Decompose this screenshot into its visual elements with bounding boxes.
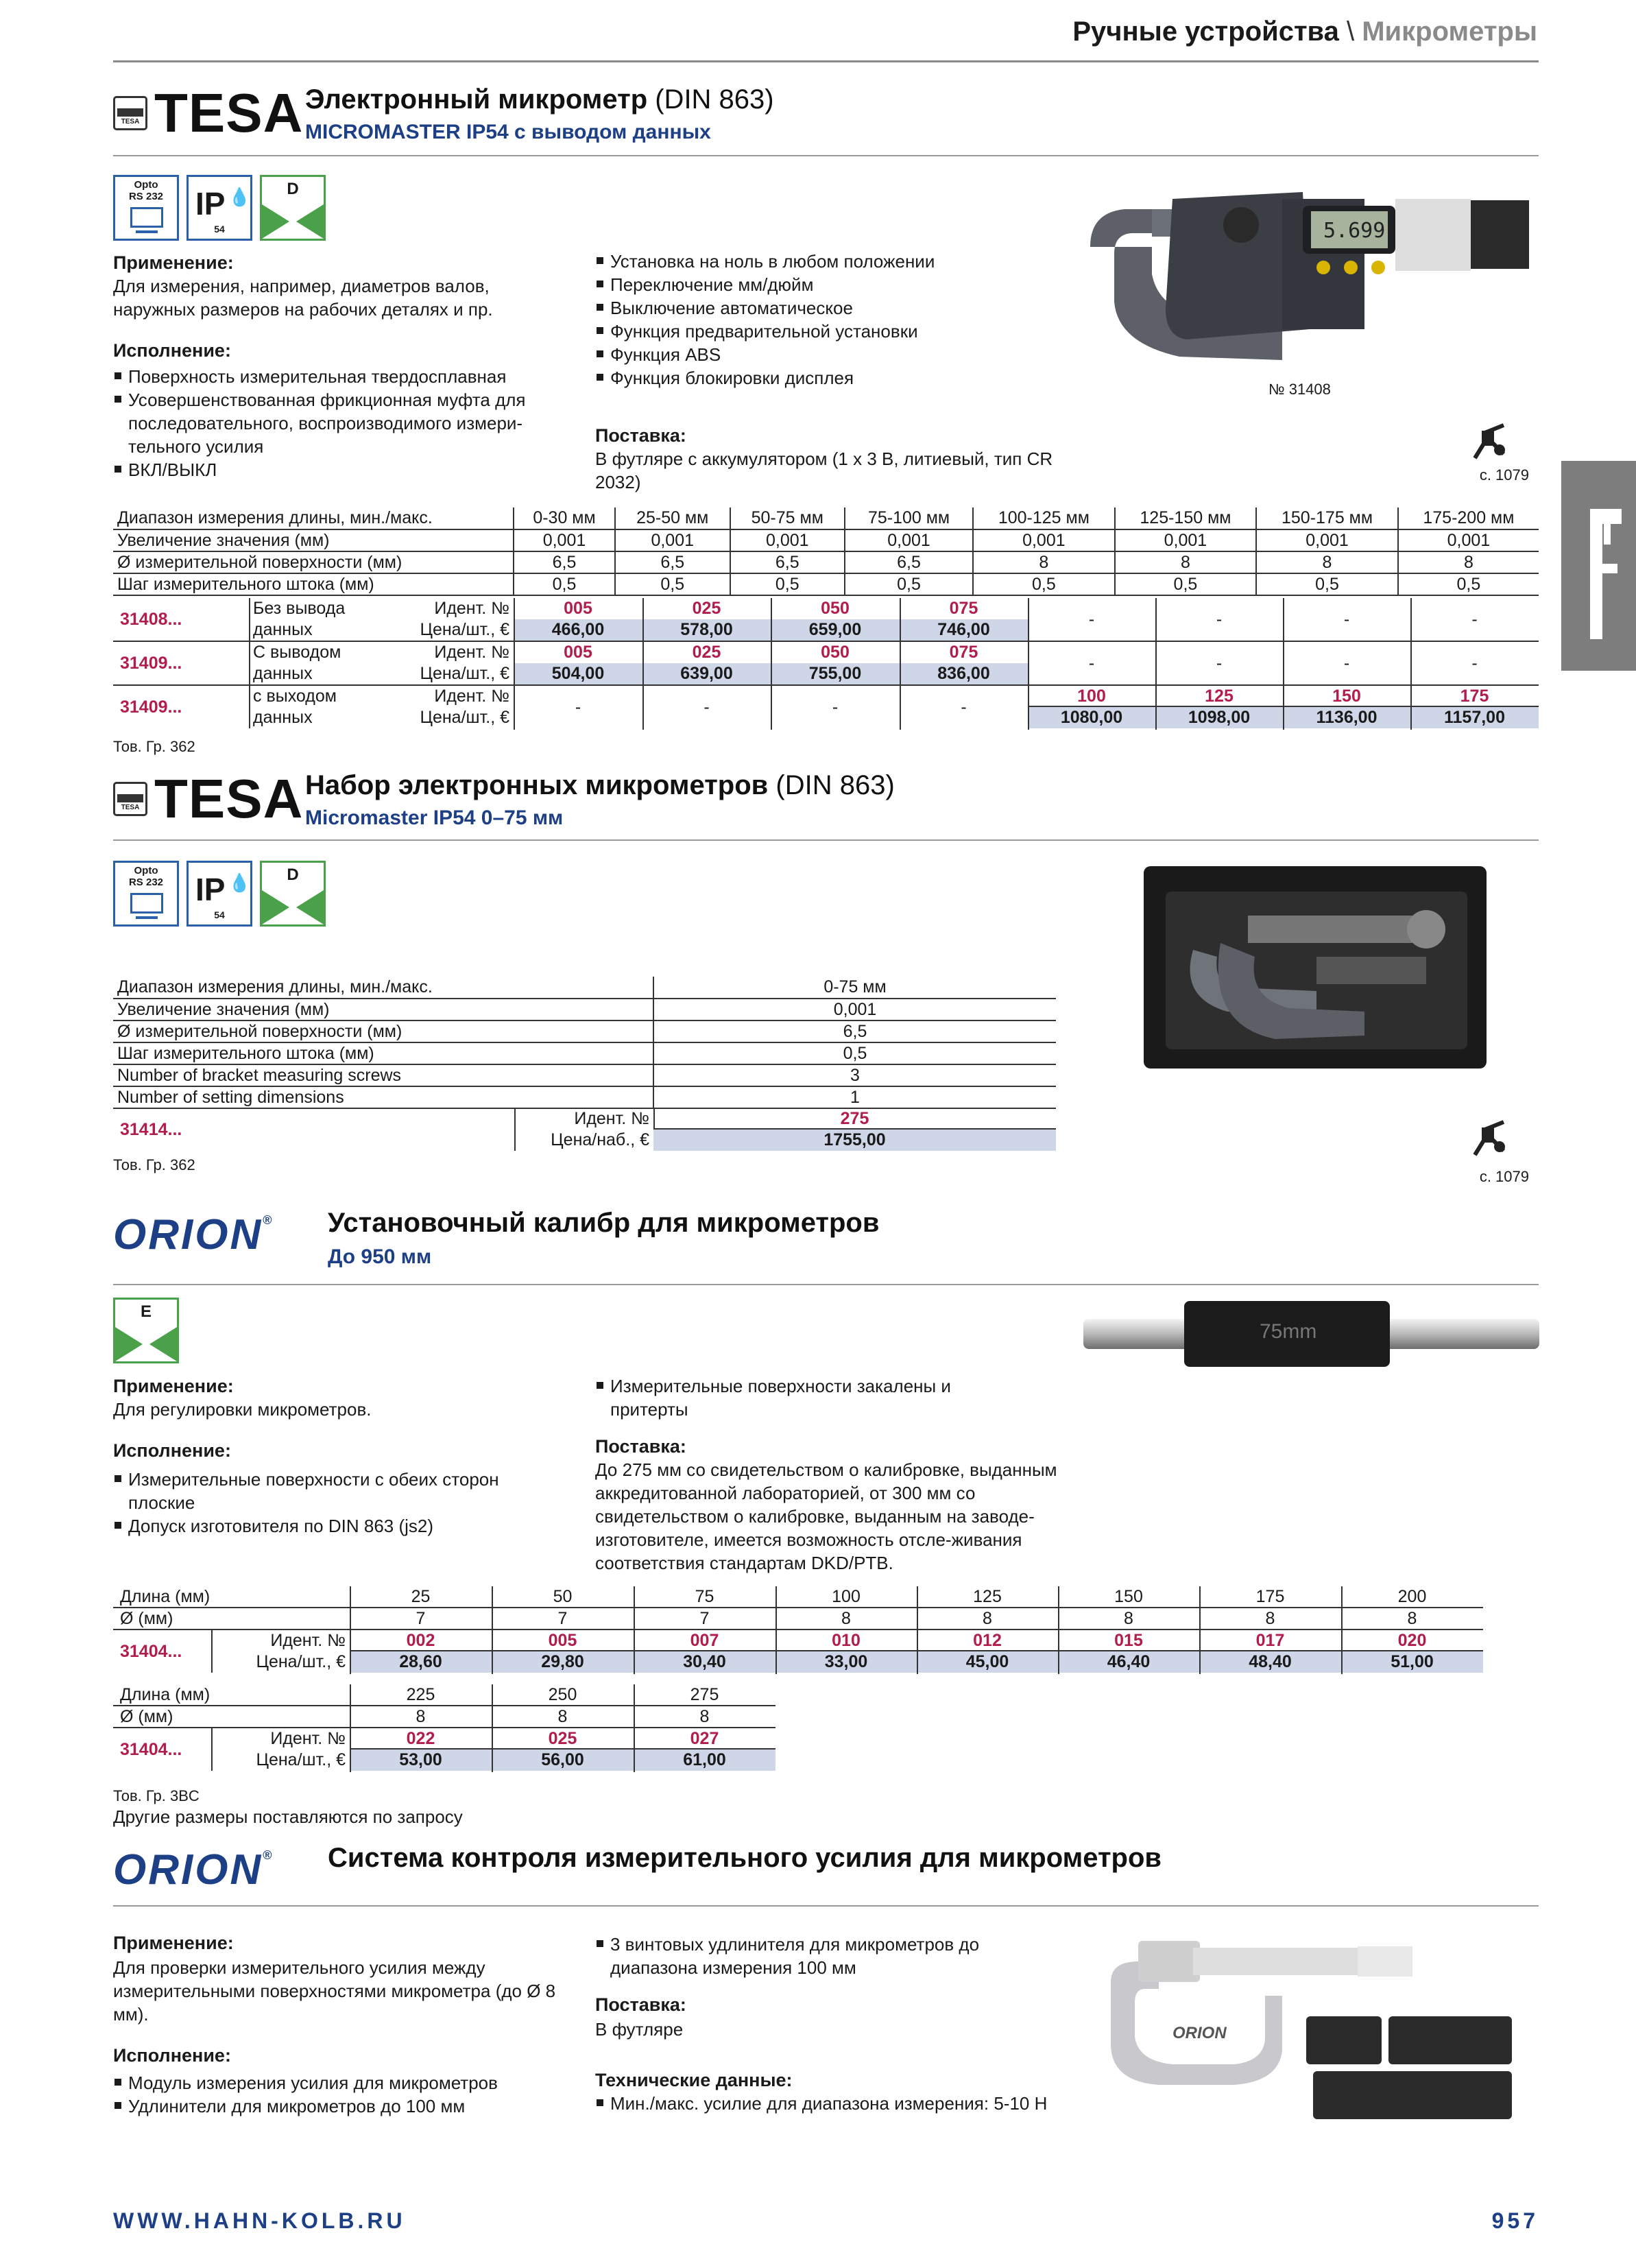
- supply-heading: Поставка:: [595, 1436, 686, 1457]
- divider: [113, 1905, 1539, 1907]
- feature-list: [595, 1933, 1034, 1979]
- orion-mark-on-image: ORION: [1172, 2024, 1227, 2042]
- supply-heading: Поставка:: [595, 425, 686, 446]
- table-row: Диапазон измерения длины, мин./макс. 0-30 мм 25-50 мм 50-75 мм 75-100 мм 100-125 мм 125-150 мм 150-175 мм 175-200 мм: [113, 508, 1539, 529]
- page-reference: с. 1079: [1479, 1168, 1529, 1185]
- table-row: 31409... С выводом данных Идент. № Цена/шт., € 005 025 050 075 504,00 639,00 755,00 836,00 - - - -: [113, 642, 1539, 686]
- table-row: Ø измерительной поверхности (мм) 6,5 6,5 6,5 6,5 8 8 8 8: [113, 551, 1539, 573]
- feature-list: [595, 250, 1061, 390]
- execution-heading: Исполнение:: [113, 2045, 231, 2066]
- list-item: Мин./макс. усилие для диапазона измерения: 5-10 Н: [595, 2092, 1048, 2115]
- product-group: Тов. Гр. 362: [113, 1156, 195, 1173]
- table-row: Длина (мм) 25 50 75 100 125 150 175 200: [113, 1586, 1483, 1608]
- opto-rs232-icon: Opto RS 232: [113, 861, 179, 927]
- caliper-icon: [1561, 461, 1636, 671]
- tech-data-heading: Технические данные:: [595, 2070, 793, 2090]
- class-d-icon: D: [260, 861, 326, 927]
- list-item: 3 винтовых удлинителя для микрометров до диапазона измерения 100 мм: [595, 1933, 1034, 1979]
- orion-logo: ORION®: [113, 1846, 272, 1894]
- micrometer-set-case-image: [1138, 861, 1495, 1073]
- application-heading: Применение:: [113, 252, 234, 273]
- execution-heading: Исполнение:: [113, 1440, 231, 1461]
- table-row: Ø (мм) 7 7 7 8 8 8 8 8: [113, 1608, 1483, 1630]
- tesa-logo: TESA: [154, 768, 304, 829]
- product-group: Тов. Гр. 362: [113, 738, 195, 755]
- execution-heading: Исполнение:: [113, 340, 231, 361]
- image-number: № 31408: [1268, 381, 1331, 398]
- micrometer-image: [1076, 171, 1543, 384]
- divider: [113, 1284, 1539, 1285]
- table-row: Шаг измерительного штока (мм) 0,5 0,5 0,5 0,5 0,5 0,5 0,5 0,5: [113, 573, 1539, 595]
- ip54-icon: IP 💧 54: [187, 861, 252, 927]
- table-row: Увеличение значения (мм) 0,001: [113, 999, 1056, 1020]
- list-item: ВКЛ/ВЫКЛ: [113, 458, 552, 481]
- gauge-size-label: 75mm: [1260, 1320, 1317, 1343]
- class-e-icon: E: [113, 1298, 179, 1363]
- table-row: Шаг измерительного штока (мм) 0,5: [113, 1042, 1056, 1064]
- product2-subtitle: Micromaster IP54 0–75 мм: [305, 807, 564, 829]
- supply-text: До 275 мм со свидетельством о калибровке, выданным аккредитованной лабораторией, от 300 мм со свидетельством о калибровке, выданным на заводе-изготовителе, имеется возможность отсле-живания соответствия стандартам DKD/PTB.: [595, 1459, 1057, 1573]
- product1-title: Электронный микрометр (DIN 863): [305, 84, 774, 115]
- product2-article-row: 31414... Идент. № Цена/наб., € 275 1755,00: [113, 1108, 1056, 1152]
- orion-logo: ORION®: [113, 1211, 272, 1258]
- list-item: Поверхность измерительная твердосплавная: [113, 365, 552, 388]
- display-readout: 5.699: [1323, 219, 1386, 243]
- application-text: Для проверки измерительного усилия между измерительными поверхностями микрометра (до Ø 8 мм).: [113, 1957, 556, 2025]
- page-header: [1072, 16, 1537, 47]
- section-side-tab[interactable]: [1561, 461, 1636, 671]
- supply-heading: Поставка:: [595, 1994, 686, 2015]
- product3-subtitle: До 950 мм: [328, 1245, 432, 1268]
- page-number: 957: [1491, 2208, 1539, 2233]
- divider: [113, 839, 1539, 841]
- availability-note: Другие размеры поставляются по запросу: [113, 1806, 463, 1827]
- feature-list: [595, 1374, 1007, 1421]
- opto-rs232-icon: Opto RS 232: [113, 175, 179, 241]
- data-cable-icon: [1469, 1117, 1509, 1159]
- setting-gauge-image: [1080, 1300, 1539, 1372]
- product1-subtitle: MICROMASTER IP54 с выводом данных: [305, 121, 711, 143]
- list-item: Измерительные поверхности с обеих сторон плоские: [113, 1468, 552, 1514]
- table-row: Ø (мм) 8 8 8: [113, 1706, 775, 1728]
- table-row: Диапазон измерения длины, мин./макс. 0-75 мм: [113, 977, 1056, 999]
- execution-list: [113, 365, 552, 481]
- table-row: Number of setting dimensions 1: [113, 1086, 1056, 1108]
- list-item: Выключение автоматическое: [595, 296, 1061, 320]
- product1-spec-table: [113, 508, 1539, 596]
- supply-text: В футляре: [595, 2019, 684, 2040]
- product3-title: Установочный калибр для микрометров: [328, 1208, 880, 1238]
- product-group: Тов. Гр. 3BC: [113, 1787, 200, 1804]
- tesa-logo-mark-icon: TESA: [113, 96, 147, 130]
- list-item: Установка на ноль в любом положении: [595, 250, 1061, 273]
- application-heading: Применение:: [113, 1933, 234, 1953]
- tesa-logo-mark-icon: TESA: [113, 782, 147, 816]
- list-item: Измерительные поверхности закалены и притерты: [595, 1374, 1007, 1421]
- list-item: Допуск изготовителя по DIN 863 (js2): [113, 1514, 552, 1538]
- header-category: Ручные устройства: [1072, 16, 1339, 47]
- application-heading: Применение:: [113, 1376, 234, 1396]
- class-d-icon: D: [260, 175, 326, 241]
- force-control-system-image: [1097, 1920, 1522, 2126]
- ip54-icon: IP 💧 54: [187, 175, 252, 241]
- tesa-logo: TESA: [154, 82, 304, 143]
- footer-url-link[interactable]: WWW.HAHN-KOLB.RU: [113, 2208, 406, 2233]
- header-subcategory: Микрометры: [1362, 16, 1537, 47]
- product2-spec-table: [113, 977, 1056, 1109]
- table-row: 31408... Без вывода данных Идент. № Цена/шт., € 005 025 050 075 466,00 578,00 659,00 746,00 - - - -: [113, 598, 1539, 642]
- table-row: Ø измерительной поверхности (мм) 6,5: [113, 1020, 1056, 1042]
- tech-data-list: [595, 2092, 1048, 2115]
- product4-title: Система контроля измерительного усилия для микрометров: [328, 1843, 1162, 1873]
- list-item: Модуль измерения усилия для микрометров: [113, 2071, 593, 2094]
- supply-text: В футляре с аккумулятором (1 x 3 В, литиевый, тип CR 2032): [595, 449, 1053, 492]
- table-row: Number of bracket measuring screws 3: [113, 1064, 1056, 1086]
- execution-list: [113, 2071, 593, 2118]
- table-row: 31404... Идент. № Цена/шт., € 022 025 027 53,00 56,00 61,00: [113, 1728, 775, 1772]
- header-rule: [113, 60, 1539, 62]
- list-item: Усовершенствованная фрикционная муфта для последовательного, воспроизводимого измери-тельного усилия: [113, 388, 552, 458]
- table-row: 31404... Идент. № Цена/шт., € 002 005 007 010 012 015 017 020 28,60 29,80 30,40 33,00 45,00 46,40 48,40 51,00: [113, 1630, 1483, 1674]
- data-cable-icon: [1469, 420, 1509, 462]
- divider: [113, 155, 1539, 156]
- list-item: Функция блокировки дисплея: [595, 366, 1061, 390]
- application-text: Для регулировки микрометров.: [113, 1399, 372, 1420]
- list-item: Функция предварительной установки: [595, 320, 1061, 343]
- list-item: Переключение мм/дюйм: [595, 273, 1061, 296]
- list-item: Функция ABS: [595, 343, 1061, 366]
- table-row: Увеличение значения (мм) 0,001 0,001 0,001 0,001 0,001 0,001 0,001 0,001: [113, 529, 1539, 551]
- page-reference: с. 1079: [1479, 466, 1529, 484]
- execution-list: [113, 1468, 552, 1538]
- table-row: 31409... с выходом данных Идент. № Цена/шт., € - - - - 100 125 150 175 1080,00 1098,00 1136,00 1157,00: [113, 686, 1539, 730]
- list-item: Удлинители для микрометров до 100 мм: [113, 2094, 593, 2118]
- header-separator: \: [1346, 16, 1355, 47]
- application-text: Для измерения, например, диаметров валов, наружных размеров на рабочих деталях и пр.: [113, 276, 493, 320]
- table-row: Длина (мм) 225 250 275: [113, 1684, 775, 1706]
- product2-title: Набор электронных микрометров (DIN 863): [305, 770, 895, 800]
